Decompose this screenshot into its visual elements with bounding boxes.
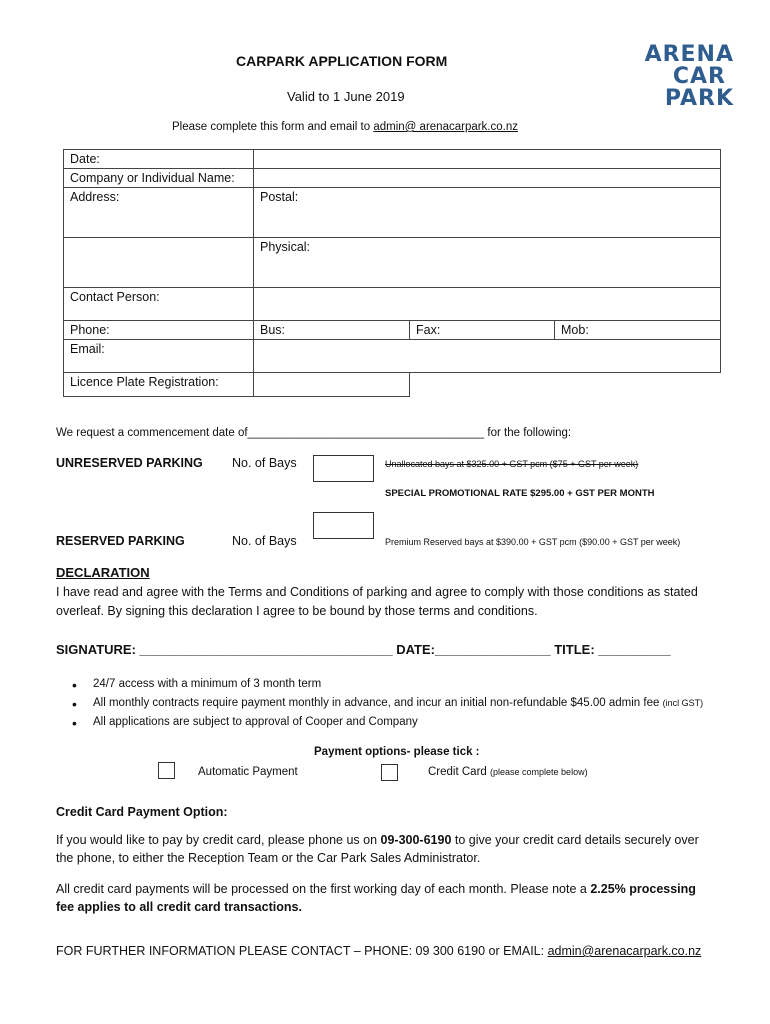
phone-label: Phone: xyxy=(64,321,254,340)
applicant-details-table xyxy=(63,149,721,397)
credit-card-paragraph-1 xyxy=(56,833,699,847)
logo-line-car: CAR xyxy=(672,64,726,89)
licence-field[interactable] xyxy=(254,373,410,397)
unreserved-parking-label: UNRESERVED PARKING xyxy=(56,456,203,470)
reserved-bays-input[interactable] xyxy=(313,512,374,539)
bullet-monthly-payment-note: (incl GST) xyxy=(662,698,704,708)
bus-phone-field[interactable] xyxy=(254,321,410,340)
mob-label: Mob: xyxy=(561,323,589,337)
fax-label: Fax: xyxy=(416,323,441,337)
credit-card-label xyxy=(428,766,588,778)
fax-field[interactable] xyxy=(410,321,555,340)
arena-car-park-logo xyxy=(622,44,734,110)
instruction-line xyxy=(172,121,518,133)
bullet-monthly-payment-text: All monthly contracts require payment monthly in advance, and incur an initial non-refundable $45.00 admin fee xyxy=(93,697,660,709)
credit-p2-text: All credit card payments will be processed on the first working day of each month. Please note a xyxy=(56,882,591,896)
declaration-line-1: I have read and agree with the Terms and Conditions of parking and agree to comply with those conditions as stated xyxy=(56,585,698,599)
date-field[interactable] xyxy=(254,150,721,169)
credit-fee-bold-2: fee applies to all credit card transactions. xyxy=(56,900,302,914)
address-label-blank xyxy=(64,238,254,288)
licence-label: Licence Plate Registration: xyxy=(64,373,254,397)
unreserved-rate: Unallocated bays at $325.00 + GST pcm ($75 + GST per week) xyxy=(385,459,639,469)
promotional-rate: SPECIAL PROMOTIONAL RATE $295.00 + GST PER MONTH xyxy=(385,488,655,499)
credit-card-note: (please complete below) xyxy=(490,767,588,777)
credit-card-checkbox[interactable] xyxy=(381,764,398,781)
footer-contact xyxy=(56,944,701,958)
reserved-parking-label: RESERVED PARKING xyxy=(56,534,185,548)
bullet-icon: • xyxy=(72,677,77,693)
instruction-email-link[interactable]: admin@ arenacarpark.co.nz xyxy=(373,121,518,133)
automatic-payment-label: Automatic Payment xyxy=(198,766,298,778)
date-label: Date: xyxy=(64,150,254,169)
credit-card-text: Credit Card xyxy=(428,766,487,778)
signature-line[interactable]: SIGNATURE: ___________________________________ DATE:________________ TITLE: __________ xyxy=(56,642,671,657)
bullet-icon: • xyxy=(72,715,77,731)
credit-card-heading: Credit Card Payment Option: xyxy=(56,805,228,819)
postal-label: Postal: xyxy=(260,190,299,204)
unreserved-bays-input[interactable] xyxy=(313,455,374,482)
logo-line-arena: ARENA xyxy=(644,42,734,67)
valid-date: Valid to 1 June 2019 xyxy=(287,89,405,104)
bullet-monthly-payment xyxy=(93,697,703,709)
contact-label: Contact Person: xyxy=(64,288,254,321)
credit-phone-number: 09-300-6190 xyxy=(380,833,452,847)
footer-contact-text: FOR FURTHER INFORMATION PLEASE CONTACT – PHONE: 09 300 6190 or EMAIL: xyxy=(56,944,548,958)
reserved-rate: Premium Reserved bays at $390.00 + GST pcm ($90.00 + GST per week) xyxy=(385,537,681,547)
credit-fee-bold-1: 2.25% processing xyxy=(590,882,696,896)
company-label: Company or Individual Name: xyxy=(64,169,254,188)
bullet-minimum-term: 24/7 access with a minimum of 3 month term xyxy=(93,678,322,690)
credit-p1-text-a: If you would like to pay by credit card, please phone us on xyxy=(56,833,381,847)
footer-email-link[interactable]: admin@arenacarpark.co.nz xyxy=(547,944,702,958)
contact-field[interactable] xyxy=(254,288,721,321)
unreserved-bays-label: No. of Bays xyxy=(232,456,297,470)
reserved-bays-label: No. of Bays xyxy=(232,534,297,548)
logo-line-park: PARK xyxy=(664,86,734,111)
address-label: Address: xyxy=(64,188,254,238)
automatic-payment-checkbox[interactable] xyxy=(158,762,175,779)
physical-address-field[interactable] xyxy=(254,238,721,288)
commencement-line: We request a commencement date of_____________________________________ for the following: xyxy=(56,427,572,439)
declaration-heading: DECLARATION xyxy=(56,565,150,580)
mob-field[interactable] xyxy=(555,321,721,340)
email-field[interactable] xyxy=(254,340,721,373)
credit-card-paragraph-2 xyxy=(56,882,696,896)
credit-card-paragraph-1b: the phone, to either the Reception Team or the Car Park Sales Administrator. xyxy=(56,851,481,865)
payment-options-heading: Payment options- please tick : xyxy=(314,746,480,758)
bullet-icon: • xyxy=(72,696,77,712)
page-title: CARPARK APPLICATION FORM xyxy=(236,53,448,69)
postal-address-field[interactable] xyxy=(254,188,721,238)
bullet-approval: All applications are subject to approval of Cooper and Company xyxy=(93,716,418,728)
email-label: Email: xyxy=(64,340,254,373)
credit-p1-text-b: to give your credit card details securely over xyxy=(451,833,699,847)
bus-label: Bus: xyxy=(260,323,286,337)
instruction-text: Please complete this form and email to xyxy=(172,121,374,133)
licence-empty xyxy=(410,373,721,397)
declaration-line-2: overleaf. By signing this declaration I agree to be bound by those terms and conditions. xyxy=(56,604,538,618)
company-field[interactable] xyxy=(254,169,721,188)
physical-label: Physical: xyxy=(260,240,311,254)
